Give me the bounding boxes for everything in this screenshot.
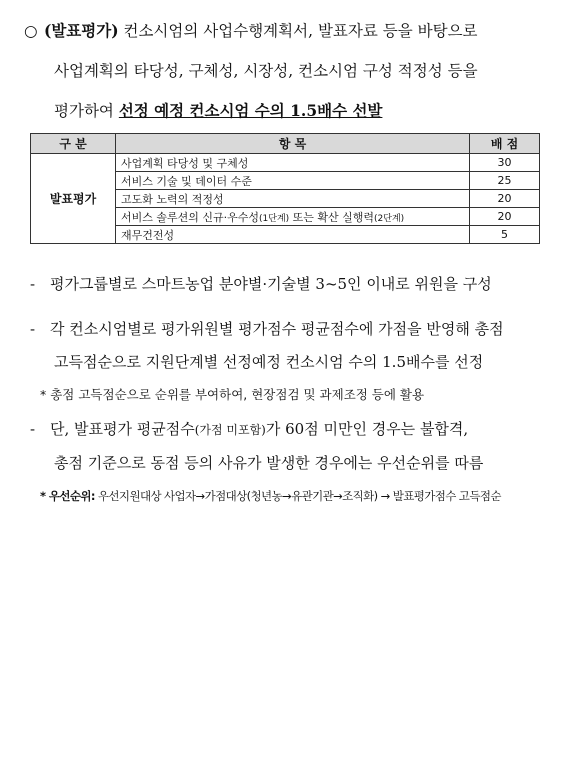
item-cell — [116, 208, 470, 226]
priority-note — [40, 488, 501, 504]
points-cell: 20 — [470, 208, 540, 226]
item-cell: 고도화 노력의 적정성 — [116, 190, 470, 208]
priority-text: 우선지원대상 사업자→가점대상(청년농→유관기관→조직화) → 발표평가점수 고득점순 — [94, 489, 501, 503]
intro-line-1 — [24, 18, 549, 58]
item-text: 또는 확산 실행력 — [289, 210, 375, 224]
section-label: (발표평가) — [44, 21, 119, 40]
selection-emphasis: 선정 예정 컨소시엄 수의 1.5배수 선발 — [118, 101, 383, 120]
category-cell: 발표평가 — [31, 154, 116, 244]
points-cell: 25 — [470, 172, 540, 190]
paragraph-text: 단, 발표평가 평균점수 — [50, 420, 195, 438]
item-cell: 재무건전성 — [116, 226, 470, 244]
table-row — [31, 154, 540, 172]
item-stage-1: (1단계) — [259, 213, 290, 224]
score-table — [30, 133, 540, 244]
table-header-row — [31, 134, 540, 154]
item-cell: 서비스 기술 및 데이터 수준 — [116, 172, 470, 190]
intro-paragraph — [24, 18, 549, 138]
dash-bullet: - — [30, 320, 36, 338]
points-cell: 30 — [470, 154, 540, 172]
item-text: 서비스 솔루션의 신규·우수성 — [121, 210, 260, 224]
paragraph-aside: (가점 미포함) — [194, 423, 266, 437]
header-item: 항 목 — [116, 134, 470, 154]
item-stage-2: (2단계) — [374, 213, 405, 224]
intro-line-1-text: 컨소시엄의 사업수행계획서, 발표자료 등을 바탕으로 — [118, 22, 478, 40]
intro-line-3-text: 평가하여 — [54, 102, 119, 120]
points-cell: 5 — [470, 226, 540, 244]
dash-bullet: - — [30, 275, 36, 293]
fail-criteria-paragraph-cont: 총점 기준으로 동점 등의 사유가 발생한 경우에는 우선순위를 따름 — [54, 454, 484, 472]
ranking-note: * 총점 고득점순으로 순위를 부여하여, 현장점검 및 과제조정 등에 활용 — [40, 387, 425, 402]
paragraph-text: 가 60점 미만인 경우는 불합격, — [265, 420, 469, 438]
intro-line-2: 사업계획의 타당성, 구체성, 시장성, 컨소시엄 구성 적정성 등을 — [54, 62, 478, 80]
header-category: 구 분 — [31, 134, 116, 154]
paragraph-text: 각 컨소시엄별로 평가위원별 평가점수 평균점수에 가점을 반영해 총점 — [50, 320, 504, 338]
circle-bullet-icon: ○ — [24, 22, 38, 40]
dash-bullet: - — [30, 420, 36, 438]
scoring-paragraph — [30, 318, 504, 339]
intro-line-3 — [24, 98, 549, 138]
item-cell: 사업계획 타당성 및 구체성 — [116, 154, 470, 172]
scoring-paragraph-cont: 고득점순으로 지원단계별 선정예정 컨소시엄 수의 1.5배수를 선정 — [54, 353, 484, 371]
priority-label: * 우선순위: — [40, 489, 95, 503]
points-cell: 20 — [470, 190, 540, 208]
header-points: 배 점 — [470, 134, 540, 154]
fail-criteria-paragraph — [30, 418, 468, 439]
evaluation-group-paragraph — [30, 273, 492, 294]
paragraph-text: 평가그룹별로 스마트농업 분야별·기술별 3~5인 이내로 위원을 구성 — [50, 275, 492, 293]
